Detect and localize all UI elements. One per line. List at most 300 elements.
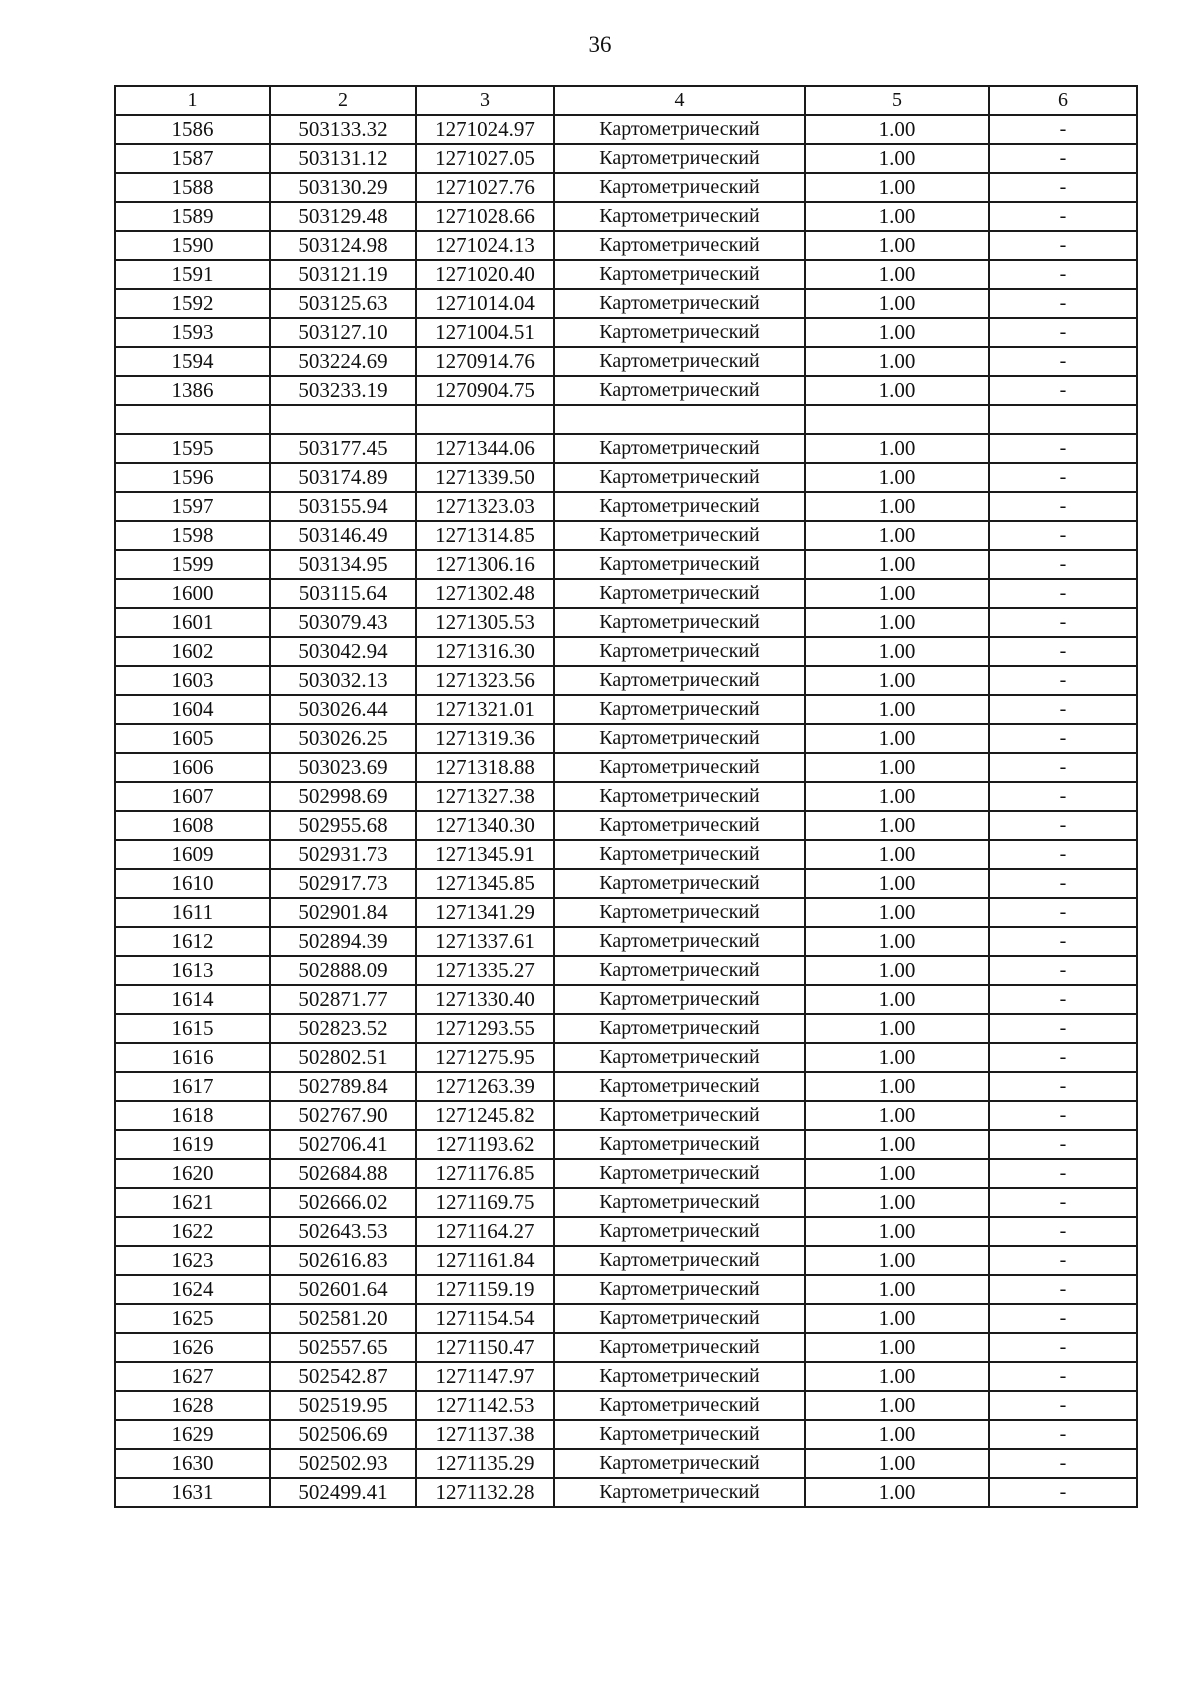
point-number-cell: 1587 — [115, 144, 270, 173]
header-row — [115, 86, 1137, 115]
y-coordinate-cell: 1271293.55 — [416, 1014, 554, 1043]
coordinates-table — [114, 85, 1138, 1508]
table-row — [115, 1130, 1137, 1159]
characteristic-cell: - — [989, 1130, 1137, 1159]
table-row — [115, 1478, 1137, 1507]
characteristic-cell: - — [989, 144, 1137, 173]
characteristic-cell: - — [989, 1304, 1137, 1333]
characteristic-cell: - — [989, 1217, 1137, 1246]
table-row — [115, 1275, 1137, 1304]
empty-cell — [270, 405, 416, 434]
characteristic-cell: - — [989, 956, 1137, 985]
x-coordinate-cell: 503131.12 — [270, 144, 416, 173]
method-cell: Картометрический — [554, 1188, 805, 1217]
point-number-cell: 1615 — [115, 1014, 270, 1043]
method-cell: Картометрический — [554, 1420, 805, 1449]
point-number-cell: 1591 — [115, 260, 270, 289]
accuracy-cell: 1.00 — [805, 869, 989, 898]
method-cell: Картометрический — [554, 1043, 805, 1072]
x-coordinate-cell: 503127.10 — [270, 318, 416, 347]
characteristic-cell: - — [989, 318, 1137, 347]
point-number-cell: 1594 — [115, 347, 270, 376]
point-number-cell: 1599 — [115, 550, 270, 579]
characteristic-cell: - — [989, 1101, 1137, 1130]
x-coordinate-cell: 502616.83 — [270, 1246, 416, 1275]
x-coordinate-cell: 502684.88 — [270, 1159, 416, 1188]
accuracy-cell: 1.00 — [805, 202, 989, 231]
characteristic-cell: - — [989, 289, 1137, 318]
y-coordinate-cell: 1271027.76 — [416, 173, 554, 202]
method-cell: Картометрический — [554, 985, 805, 1014]
table-row — [115, 869, 1137, 898]
point-number-cell: 1592 — [115, 289, 270, 318]
point-number-cell: 1608 — [115, 811, 270, 840]
point-number-cell: 1606 — [115, 753, 270, 782]
x-coordinate-cell: 502802.51 — [270, 1043, 416, 1072]
method-cell: Картометрический — [554, 1159, 805, 1188]
point-number-cell: 1614 — [115, 985, 270, 1014]
characteristic-cell: - — [989, 898, 1137, 927]
characteristic-cell: - — [989, 1014, 1137, 1043]
characteristic-cell: - — [989, 260, 1137, 289]
accuracy-cell: 1.00 — [805, 173, 989, 202]
method-cell: Картометрический — [554, 347, 805, 376]
x-coordinate-cell: 503129.48 — [270, 202, 416, 231]
y-coordinate-cell: 1271014.04 — [416, 289, 554, 318]
characteristic-cell: - — [989, 1478, 1137, 1507]
x-coordinate-cell: 503233.19 — [270, 376, 416, 405]
accuracy-cell: 1.00 — [805, 753, 989, 782]
y-coordinate-cell: 1270914.76 — [416, 347, 554, 376]
point-number-cell: 1609 — [115, 840, 270, 869]
characteristic-cell: - — [989, 840, 1137, 869]
accuracy-cell: 1.00 — [805, 1072, 989, 1101]
table-row — [115, 202, 1137, 231]
y-coordinate-cell: 1271345.91 — [416, 840, 554, 869]
table-row — [115, 1449, 1137, 1478]
table-row — [115, 1014, 1137, 1043]
table-row — [115, 289, 1137, 318]
x-coordinate-cell: 503146.49 — [270, 521, 416, 550]
header-cell: 4 — [554, 86, 805, 115]
method-cell: Картометрический — [554, 956, 805, 985]
x-coordinate-cell: 503174.89 — [270, 463, 416, 492]
y-coordinate-cell: 1271321.01 — [416, 695, 554, 724]
x-coordinate-cell: 502888.09 — [270, 956, 416, 985]
method-cell: Картометрический — [554, 1072, 805, 1101]
accuracy-cell: 1.00 — [805, 927, 989, 956]
y-coordinate-cell: 1271263.39 — [416, 1072, 554, 1101]
characteristic-cell: - — [989, 202, 1137, 231]
x-coordinate-cell: 502601.64 — [270, 1275, 416, 1304]
point-number-cell: 1612 — [115, 927, 270, 956]
accuracy-cell: 1.00 — [805, 144, 989, 173]
accuracy-cell: 1.00 — [805, 1130, 989, 1159]
accuracy-cell: 1.00 — [805, 608, 989, 637]
point-number-cell: 1603 — [115, 666, 270, 695]
accuracy-cell: 1.00 — [805, 1391, 989, 1420]
header-cell: 3 — [416, 86, 554, 115]
method-cell: Картометрический — [554, 1304, 805, 1333]
point-number-cell: 1627 — [115, 1362, 270, 1391]
method-cell: Картометрический — [554, 724, 805, 753]
point-number-cell: 1600 — [115, 579, 270, 608]
accuracy-cell: 1.00 — [805, 637, 989, 666]
point-number-cell: 1618 — [115, 1101, 270, 1130]
method-cell: Картометрический — [554, 492, 805, 521]
empty-cell — [554, 405, 805, 434]
method-cell: Картометрический — [554, 463, 805, 492]
empty-cell — [416, 405, 554, 434]
separator-row — [115, 405, 1137, 434]
table-row — [115, 1043, 1137, 1072]
point-number-cell: 1596 — [115, 463, 270, 492]
x-coordinate-cell: 502666.02 — [270, 1188, 416, 1217]
point-number-cell: 1624 — [115, 1275, 270, 1304]
point-number-cell: 1605 — [115, 724, 270, 753]
header-cell: 6 — [989, 86, 1137, 115]
accuracy-cell: 1.00 — [805, 521, 989, 550]
characteristic-cell: - — [989, 115, 1137, 144]
method-cell: Картометрический — [554, 927, 805, 956]
empty-cell — [805, 405, 989, 434]
x-coordinate-cell: 502917.73 — [270, 869, 416, 898]
x-coordinate-cell: 503124.98 — [270, 231, 416, 260]
table-row — [115, 1246, 1137, 1275]
x-coordinate-cell: 503177.45 — [270, 434, 416, 463]
empty-cell — [115, 405, 270, 434]
x-coordinate-cell: 502506.69 — [270, 1420, 416, 1449]
method-cell: Картометрический — [554, 840, 805, 869]
y-coordinate-cell: 1271024.97 — [416, 115, 554, 144]
point-number-cell: 1626 — [115, 1333, 270, 1362]
characteristic-cell: - — [989, 1246, 1137, 1275]
y-coordinate-cell: 1271314.85 — [416, 521, 554, 550]
characteristic-cell: - — [989, 521, 1137, 550]
y-coordinate-cell: 1271335.27 — [416, 956, 554, 985]
x-coordinate-cell: 503026.25 — [270, 724, 416, 753]
y-coordinate-cell: 1271340.30 — [416, 811, 554, 840]
y-coordinate-cell: 1271169.75 — [416, 1188, 554, 1217]
x-coordinate-cell: 502823.52 — [270, 1014, 416, 1043]
accuracy-cell: 1.00 — [805, 1014, 989, 1043]
y-coordinate-cell: 1271154.54 — [416, 1304, 554, 1333]
x-coordinate-cell: 503121.19 — [270, 260, 416, 289]
table-row — [115, 1101, 1137, 1130]
table-row — [115, 753, 1137, 782]
table-row — [115, 550, 1137, 579]
point-number-cell: 1588 — [115, 173, 270, 202]
table-row — [115, 492, 1137, 521]
x-coordinate-cell: 503042.94 — [270, 637, 416, 666]
header-cell: 5 — [805, 86, 989, 115]
point-number-cell: 1617 — [115, 1072, 270, 1101]
point-number-cell: 1386 — [115, 376, 270, 405]
table-row — [115, 144, 1137, 173]
x-coordinate-cell: 502767.90 — [270, 1101, 416, 1130]
table-row — [115, 376, 1137, 405]
characteristic-cell: - — [989, 724, 1137, 753]
table-body — [115, 115, 1137, 1507]
method-cell: Картометрический — [554, 579, 805, 608]
point-number-cell: 1607 — [115, 782, 270, 811]
x-coordinate-cell: 502581.20 — [270, 1304, 416, 1333]
accuracy-cell: 1.00 — [805, 898, 989, 927]
x-coordinate-cell: 503026.44 — [270, 695, 416, 724]
accuracy-cell: 1.00 — [805, 260, 989, 289]
y-coordinate-cell: 1271337.61 — [416, 927, 554, 956]
table-row — [115, 115, 1137, 144]
x-coordinate-cell: 503130.29 — [270, 173, 416, 202]
accuracy-cell: 1.00 — [805, 1333, 989, 1362]
accuracy-cell: 1.00 — [805, 318, 989, 347]
table-row — [115, 1391, 1137, 1420]
x-coordinate-cell: 502931.73 — [270, 840, 416, 869]
table-row — [115, 666, 1137, 695]
method-cell: Картометрический — [554, 608, 805, 637]
x-coordinate-cell: 502901.84 — [270, 898, 416, 927]
characteristic-cell: - — [989, 231, 1137, 260]
y-coordinate-cell: 1271028.66 — [416, 202, 554, 231]
method-cell: Картометрический — [554, 1362, 805, 1391]
y-coordinate-cell: 1271323.56 — [416, 666, 554, 695]
accuracy-cell: 1.00 — [805, 811, 989, 840]
y-coordinate-cell: 1271330.40 — [416, 985, 554, 1014]
x-coordinate-cell: 502998.69 — [270, 782, 416, 811]
characteristic-cell: - — [989, 550, 1137, 579]
point-number-cell: 1590 — [115, 231, 270, 260]
accuracy-cell: 1.00 — [805, 550, 989, 579]
method-cell: Картометрический — [554, 1217, 805, 1246]
accuracy-cell: 1.00 — [805, 1217, 989, 1246]
accuracy-cell: 1.00 — [805, 695, 989, 724]
x-coordinate-cell: 503224.69 — [270, 347, 416, 376]
table-row — [115, 579, 1137, 608]
table-row — [115, 840, 1137, 869]
accuracy-cell: 1.00 — [805, 1362, 989, 1391]
method-cell: Картометрический — [554, 1014, 805, 1043]
table-row — [115, 1333, 1137, 1362]
y-coordinate-cell: 1271275.95 — [416, 1043, 554, 1072]
table-row — [115, 318, 1137, 347]
y-coordinate-cell: 1271302.48 — [416, 579, 554, 608]
characteristic-cell: - — [989, 376, 1137, 405]
table-row — [115, 463, 1137, 492]
accuracy-cell: 1.00 — [805, 347, 989, 376]
x-coordinate-cell: 502502.93 — [270, 1449, 416, 1478]
method-cell: Картометрический — [554, 637, 805, 666]
table-row — [115, 260, 1137, 289]
x-coordinate-cell: 503134.95 — [270, 550, 416, 579]
accuracy-cell: 1.00 — [805, 463, 989, 492]
accuracy-cell: 1.00 — [805, 1304, 989, 1333]
characteristic-cell: - — [989, 985, 1137, 1014]
accuracy-cell: 1.00 — [805, 1188, 989, 1217]
method-cell: Картометрический — [554, 695, 805, 724]
method-cell: Картометрический — [554, 1449, 805, 1478]
y-coordinate-cell: 1271339.50 — [416, 463, 554, 492]
characteristic-cell: - — [989, 463, 1137, 492]
characteristic-cell: - — [989, 1333, 1137, 1362]
accuracy-cell: 1.00 — [805, 1043, 989, 1072]
accuracy-cell: 1.00 — [805, 956, 989, 985]
characteristic-cell: - — [989, 637, 1137, 666]
characteristic-cell: - — [989, 1188, 1137, 1217]
point-number-cell: 1611 — [115, 898, 270, 927]
y-coordinate-cell: 1271137.38 — [416, 1420, 554, 1449]
y-coordinate-cell: 1271306.16 — [416, 550, 554, 579]
y-coordinate-cell: 1271341.29 — [416, 898, 554, 927]
characteristic-cell: - — [989, 1043, 1137, 1072]
y-coordinate-cell: 1271161.84 — [416, 1246, 554, 1275]
characteristic-cell: - — [989, 173, 1137, 202]
y-coordinate-cell: 1271345.85 — [416, 869, 554, 898]
x-coordinate-cell: 502706.41 — [270, 1130, 416, 1159]
method-cell: Картометрический — [554, 1246, 805, 1275]
table-row — [115, 898, 1137, 927]
characteristic-cell: - — [989, 666, 1137, 695]
y-coordinate-cell: 1271027.05 — [416, 144, 554, 173]
method-cell: Картометрический — [554, 666, 805, 695]
point-number-cell: 1619 — [115, 1130, 270, 1159]
point-number-cell: 1625 — [115, 1304, 270, 1333]
accuracy-cell: 1.00 — [805, 1420, 989, 1449]
y-coordinate-cell: 1271344.06 — [416, 434, 554, 463]
y-coordinate-cell: 1271193.62 — [416, 1130, 554, 1159]
accuracy-cell: 1.00 — [805, 985, 989, 1014]
y-coordinate-cell: 1271132.28 — [416, 1478, 554, 1507]
table-row — [115, 811, 1137, 840]
point-number-cell: 1620 — [115, 1159, 270, 1188]
characteristic-cell: - — [989, 1275, 1137, 1304]
point-number-cell: 1616 — [115, 1043, 270, 1072]
accuracy-cell: 1.00 — [805, 115, 989, 144]
y-coordinate-cell: 1271164.27 — [416, 1217, 554, 1246]
y-coordinate-cell: 1271318.88 — [416, 753, 554, 782]
characteristic-cell: - — [989, 811, 1137, 840]
x-coordinate-cell: 503032.13 — [270, 666, 416, 695]
table-row — [115, 1217, 1137, 1246]
characteristic-cell: - — [989, 434, 1137, 463]
characteristic-cell: - — [989, 753, 1137, 782]
table-row — [115, 1420, 1137, 1449]
y-coordinate-cell: 1271135.29 — [416, 1449, 554, 1478]
header-cell: 1 — [115, 86, 270, 115]
point-number-cell: 1622 — [115, 1217, 270, 1246]
characteristic-cell: - — [989, 608, 1137, 637]
characteristic-cell: - — [989, 1072, 1137, 1101]
characteristic-cell: - — [989, 869, 1137, 898]
y-coordinate-cell: 1271024.13 — [416, 231, 554, 260]
y-coordinate-cell: 1271245.82 — [416, 1101, 554, 1130]
x-coordinate-cell: 503079.43 — [270, 608, 416, 637]
accuracy-cell: 1.00 — [805, 492, 989, 521]
x-coordinate-cell: 502519.95 — [270, 1391, 416, 1420]
table-row — [115, 927, 1137, 956]
method-cell: Картометрический — [554, 550, 805, 579]
method-cell: Картометрический — [554, 231, 805, 260]
table-row — [115, 1188, 1137, 1217]
x-coordinate-cell: 502955.68 — [270, 811, 416, 840]
method-cell: Картометрический — [554, 376, 805, 405]
y-coordinate-cell: 1271159.19 — [416, 1275, 554, 1304]
y-coordinate-cell: 1271150.47 — [416, 1333, 554, 1362]
y-coordinate-cell: 1271316.30 — [416, 637, 554, 666]
table-row — [115, 173, 1137, 202]
point-number-cell: 1621 — [115, 1188, 270, 1217]
point-number-cell: 1597 — [115, 492, 270, 521]
characteristic-cell: - — [989, 1159, 1137, 1188]
x-coordinate-cell: 503115.64 — [270, 579, 416, 608]
accuracy-cell: 1.00 — [805, 289, 989, 318]
method-cell: Картометрический — [554, 782, 805, 811]
x-coordinate-cell: 503023.69 — [270, 753, 416, 782]
point-number-cell: 1613 — [115, 956, 270, 985]
y-coordinate-cell: 1271327.38 — [416, 782, 554, 811]
accuracy-cell: 1.00 — [805, 1449, 989, 1478]
table-row — [115, 724, 1137, 753]
accuracy-cell: 1.00 — [805, 724, 989, 753]
method-cell: Картометрический — [554, 521, 805, 550]
method-cell: Картометрический — [554, 115, 805, 144]
accuracy-cell: 1.00 — [805, 1275, 989, 1304]
method-cell: Картометрический — [554, 289, 805, 318]
point-number-cell: 1630 — [115, 1449, 270, 1478]
point-number-cell: 1628 — [115, 1391, 270, 1420]
x-coordinate-cell: 503155.94 — [270, 492, 416, 521]
method-cell: Картометрический — [554, 318, 805, 347]
table-row — [115, 521, 1137, 550]
x-coordinate-cell: 503125.63 — [270, 289, 416, 318]
accuracy-cell: 1.00 — [805, 1478, 989, 1507]
accuracy-cell: 1.00 — [805, 1159, 989, 1188]
point-number-cell: 1610 — [115, 869, 270, 898]
y-coordinate-cell: 1271020.40 — [416, 260, 554, 289]
accuracy-cell: 1.00 — [805, 782, 989, 811]
table-row — [115, 695, 1137, 724]
method-cell: Картометрический — [554, 260, 805, 289]
point-number-cell: 1598 — [115, 521, 270, 550]
table-row — [115, 347, 1137, 376]
method-cell: Картометрический — [554, 753, 805, 782]
accuracy-cell: 1.00 — [805, 434, 989, 463]
method-cell: Картометрический — [554, 1130, 805, 1159]
characteristic-cell: - — [989, 782, 1137, 811]
characteristic-cell: - — [989, 695, 1137, 724]
method-cell: Картометрический — [554, 898, 805, 927]
table-row — [115, 637, 1137, 666]
table-row — [115, 782, 1137, 811]
point-number-cell: 1602 — [115, 637, 270, 666]
y-coordinate-cell: 1271319.36 — [416, 724, 554, 753]
point-number-cell: 1629 — [115, 1420, 270, 1449]
characteristic-cell: - — [989, 1449, 1137, 1478]
x-coordinate-cell: 502871.77 — [270, 985, 416, 1014]
point-number-cell: 1595 — [115, 434, 270, 463]
y-coordinate-cell: 1271147.97 — [416, 1362, 554, 1391]
point-number-cell: 1601 — [115, 608, 270, 637]
table-row — [115, 608, 1137, 637]
y-coordinate-cell: 1271142.53 — [416, 1391, 554, 1420]
y-coordinate-cell: 1271176.85 — [416, 1159, 554, 1188]
x-coordinate-cell: 502557.65 — [270, 1333, 416, 1362]
table-row — [115, 1072, 1137, 1101]
table-row — [115, 231, 1137, 260]
y-coordinate-cell: 1271004.51 — [416, 318, 554, 347]
method-cell: Картометрический — [554, 811, 805, 840]
x-coordinate-cell: 503133.32 — [270, 115, 416, 144]
method-cell: Картометрический — [554, 144, 805, 173]
